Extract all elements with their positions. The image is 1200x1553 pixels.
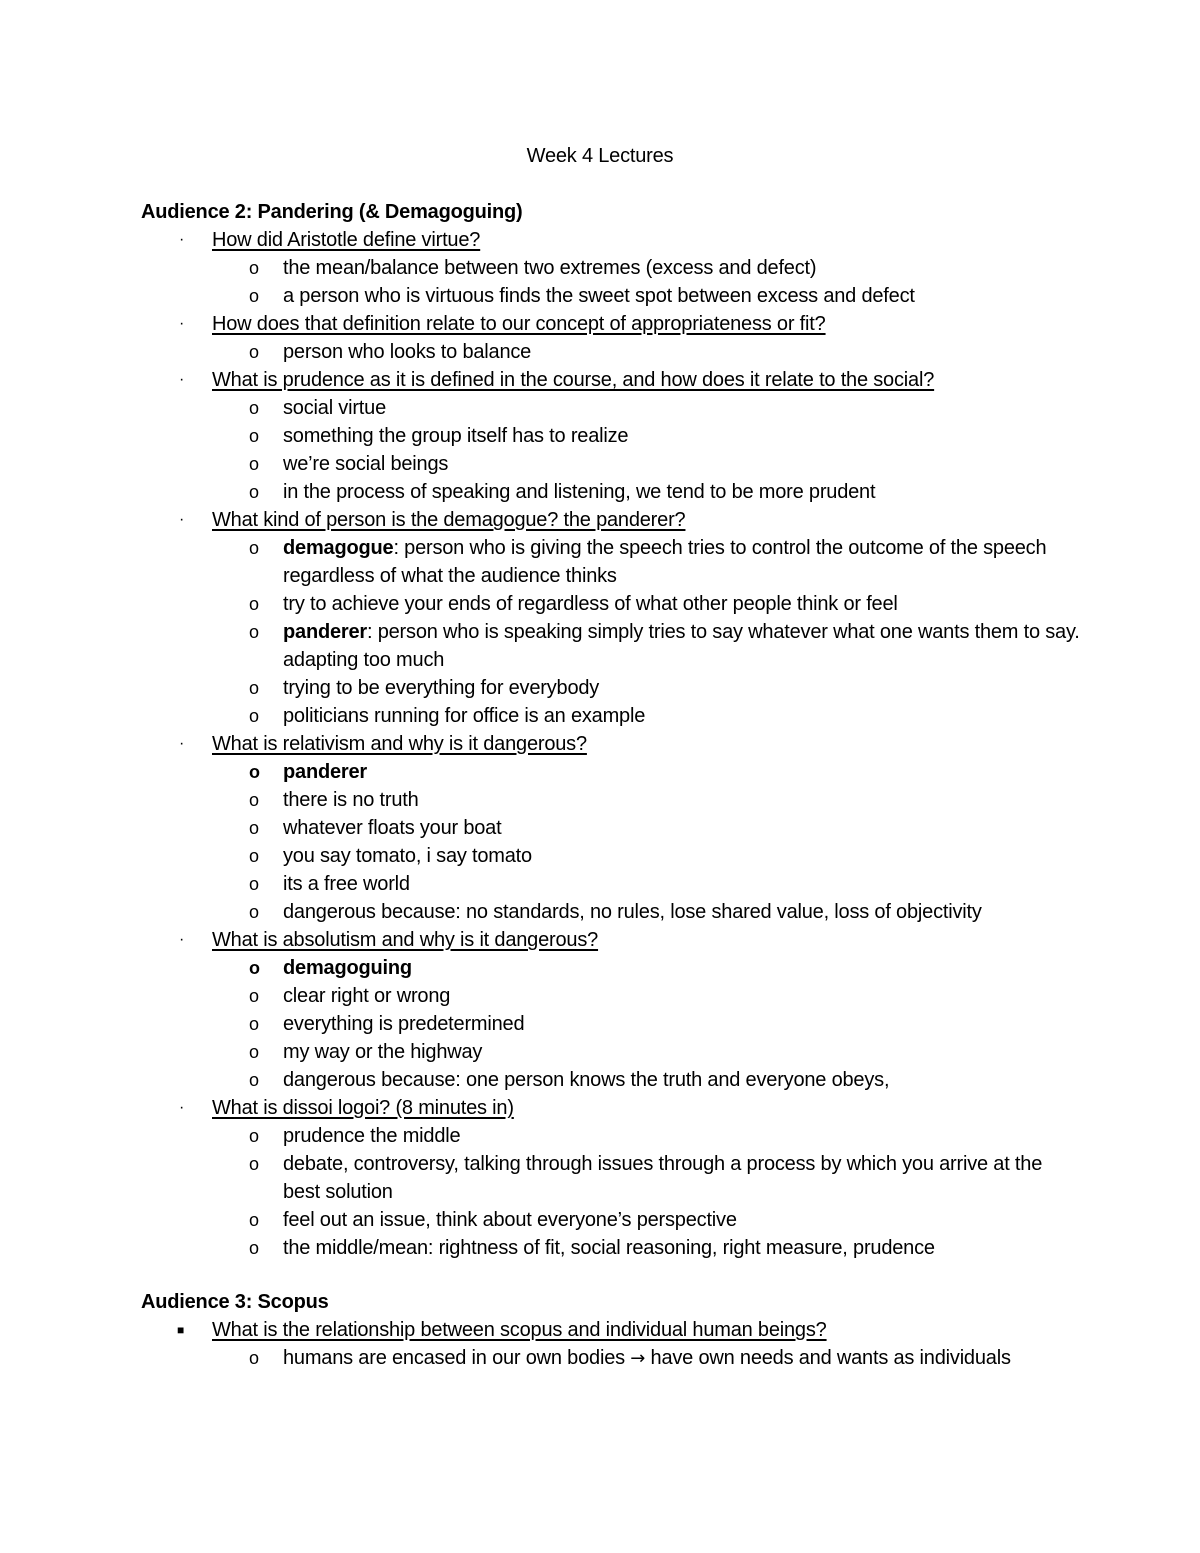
answer-text: [283, 1347, 1011, 1369]
answer-text: my way or the highway: [283, 1041, 483, 1063]
circle-bullet-icon: o: [249, 902, 259, 922]
circle-bullet-icon: o: [249, 678, 259, 698]
answer-item: [141, 282, 1083, 310]
answer-item: [141, 1206, 1083, 1234]
circle-bullet-icon: o: [249, 874, 259, 894]
answer-text: a person who is virtuous finds the sweet spot between excess and defect: [283, 285, 915, 307]
answer-text: in the process of speaking and listening, we tend to be more prudent: [283, 481, 876, 503]
question-text: How does that definition relate to our concept of appropriateness or fit?: [212, 313, 826, 335]
question-text: What is absolutism and why is it dangerous?: [212, 929, 599, 951]
answer-item: [141, 1234, 1083, 1262]
answer-text: [283, 537, 1046, 587]
answer-text: you say tomato, i say tomato: [283, 845, 532, 867]
circle-bullet-icon: o: [249, 986, 259, 1006]
answer-item: [141, 1066, 1083, 1094]
answer-text: trying to be everything for everybody: [283, 677, 600, 699]
answer-text: clear right or wrong: [283, 985, 451, 1007]
circle-bullet-icon: o: [249, 286, 259, 306]
answer-text: feel out an issue, think about everyone’s perspective: [283, 1209, 737, 1231]
answer-item: [141, 338, 1083, 366]
answer-item: [141, 674, 1083, 702]
circle-bullet-icon: o: [249, 762, 260, 782]
dot-bullet-icon: ·: [179, 371, 185, 388]
circle-bullet-icon: o: [249, 790, 259, 810]
section-audience-2: [141, 198, 1141, 1262]
circle-bullet-icon: o: [249, 846, 259, 866]
answer-text: its a free world: [283, 873, 410, 895]
question-text: What is the relationship between scopus and individual human beings?: [212, 1319, 827, 1341]
answer-item: [141, 1122, 1083, 1150]
question-item: [141, 730, 1141, 758]
question-text: What is relativism and why is it dangerous?: [212, 733, 587, 755]
answer-item: [141, 814, 1083, 842]
question-text: What kind of person is the demagogue? the panderer?: [212, 509, 686, 531]
dot-bullet-icon: ·: [179, 315, 185, 332]
term-panderer: panderer: [283, 621, 367, 643]
section-heading: Audience 3: Scopus: [141, 1291, 329, 1313]
answer-item: [141, 786, 1083, 814]
question-item: [141, 926, 1141, 954]
answer-item: [141, 982, 1083, 1010]
definition-text: : person who is giving the speech tries to control the outcome of the speech regardless of what the audience thinks: [283, 537, 1047, 587]
answer-item: [141, 1010, 1083, 1038]
square-bullet-icon: ■: [177, 1323, 185, 1337]
circle-bullet-icon: o: [249, 258, 259, 278]
circle-bullet-icon: o: [249, 1070, 259, 1090]
circle-bullet-icon: o: [249, 1042, 259, 1062]
answer-text: the middle/mean: rightness of fit, social reasoning, right measure, prudence: [283, 1237, 935, 1259]
answer-item: [141, 1038, 1083, 1066]
answer-text: social virtue: [283, 397, 386, 419]
dot-bullet-icon: ·: [179, 931, 185, 948]
definition-text: : person who is speaking simply tries to say whatever what one wants them to say. adapting too much: [283, 621, 1080, 671]
circle-bullet-icon: o: [249, 958, 260, 978]
circle-bullet-icon: o: [249, 538, 259, 558]
dot-bullet-icon: ·: [179, 735, 185, 752]
circle-bullet-icon: o: [249, 342, 259, 362]
answer-item: [141, 422, 1083, 450]
circle-bullet-icon: o: [249, 426, 259, 446]
answer-item: [141, 1344, 1083, 1373]
circle-bullet-icon: o: [249, 1238, 259, 1258]
question-text: How did Aristotle define virtue?: [212, 229, 481, 251]
answer-text: [283, 621, 1080, 671]
question-item: [141, 310, 1141, 338]
answer-text: there is no truth: [283, 789, 419, 811]
circle-bullet-icon: o: [249, 398, 259, 418]
answer-text: debate, controversy, talking through issues through a process by which you arrive at the best solution: [283, 1153, 1043, 1203]
answer-item: [141, 1150, 1083, 1206]
document-title: Week 4 Lectures: [526, 145, 674, 167]
answer-item: [141, 590, 1083, 618]
circle-bullet-icon: o: [249, 818, 259, 838]
circle-bullet-icon: o: [249, 1014, 259, 1034]
circle-bullet-icon: o: [249, 1210, 259, 1230]
circle-bullet-icon: o: [249, 1126, 259, 1146]
term-demagogue: demagogue: [283, 537, 394, 559]
answer-item: [141, 394, 1083, 422]
question-item: [141, 226, 1141, 254]
answer-text: demagoguing: [283, 957, 412, 979]
question-item: [141, 1316, 1141, 1344]
answer-item: [141, 954, 1083, 982]
answer-text: we’re social beings: [283, 453, 449, 475]
answer-text: dangerous because: one person knows the truth and everyone obeys,: [283, 1069, 890, 1091]
dot-bullet-icon: ·: [179, 231, 185, 248]
circle-bullet-icon: o: [249, 1154, 259, 1174]
answer-text: something the group itself has to realize: [283, 425, 629, 447]
dot-bullet-icon: ·: [179, 1099, 185, 1116]
question-text: What is prudence as it is defined in the course, and how does it relate to the social?: [212, 369, 935, 391]
question-item: [141, 366, 1141, 394]
answer-item: [141, 702, 1083, 730]
circle-bullet-icon: o: [249, 454, 259, 474]
answer-item: [141, 450, 1083, 478]
circle-bullet-icon: o: [249, 594, 259, 614]
answer-text: whatever floats your boat: [283, 817, 502, 839]
answer-text-part: humans are encased in our own bodies: [283, 1347, 631, 1369]
answer-text: dangerous because: no standards, no rules, lose shared value, loss of objectivity: [283, 901, 982, 923]
answer-text: politicians running for office is an example: [283, 705, 646, 727]
answer-text: panderer: [283, 761, 367, 783]
answer-item: [141, 842, 1083, 870]
answer-text: prudence the middle: [283, 1125, 461, 1147]
circle-bullet-icon: o: [249, 706, 259, 726]
answer-text: everything is predetermined: [283, 1013, 525, 1035]
circle-bullet-icon: o: [249, 1348, 259, 1368]
dot-bullet-icon: ·: [179, 511, 185, 528]
answer-item: [141, 618, 1083, 674]
answer-text: the mean/balance between two extremes (excess and defect): [283, 257, 817, 279]
answer-text-part: have own needs and wants as individuals: [645, 1347, 1011, 1369]
circle-bullet-icon: o: [249, 482, 259, 502]
answer-text: try to achieve your ends of regardless of what other people think or feel: [283, 593, 898, 615]
answer-item: [141, 254, 1083, 282]
answer-item: [141, 898, 1083, 926]
section-heading: Audience 2: Pandering (& Demagoguing): [141, 201, 523, 223]
answer-item: [141, 478, 1083, 506]
answer-item: [141, 870, 1083, 898]
right-arrow-icon: →: [630, 1348, 646, 1369]
question-text: What is dissoi logoi? (8 minutes in): [212, 1097, 514, 1119]
answer-item: [141, 758, 1083, 786]
answer-text: person who looks to balance: [283, 341, 532, 363]
answer-item: [141, 534, 1083, 590]
question-item: [141, 1094, 1141, 1122]
circle-bullet-icon: o: [249, 622, 259, 642]
section-audience-3: [141, 1288, 1141, 1373]
question-item: [141, 506, 1141, 534]
